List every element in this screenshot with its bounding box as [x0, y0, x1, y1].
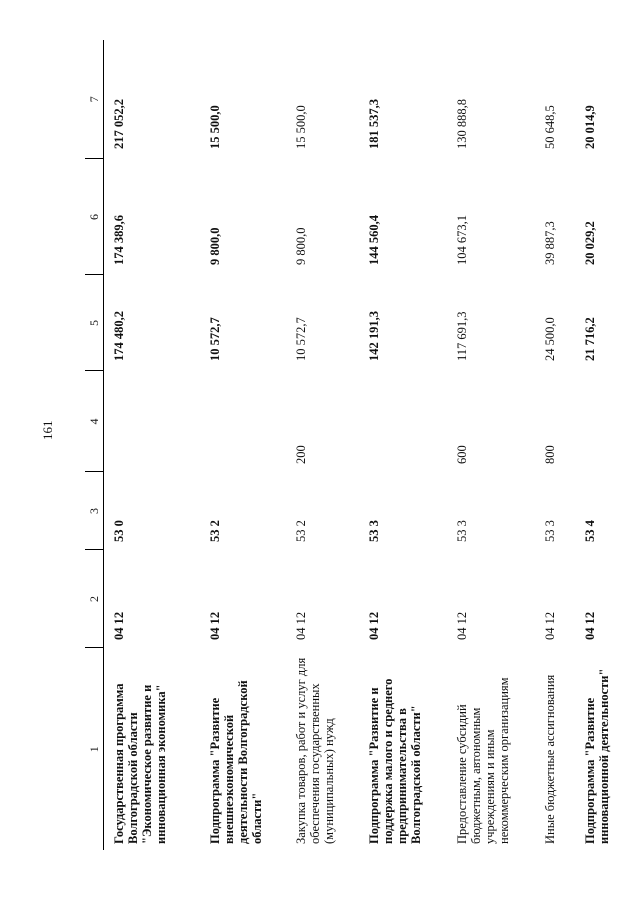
value-col7: 15 500,0 [294, 105, 308, 149]
target-code: 53 2 [294, 520, 308, 542]
target-code: 53 2 [208, 520, 222, 542]
column-header: 7 [85, 40, 104, 159]
target-code: 53 3 [367, 520, 381, 542]
row-name: Государственная программа Волгоградской области "Экономическое развитие и инновационная экономика" [112, 683, 168, 844]
section-code: 04 12 [583, 611, 597, 640]
table-row [535, 40, 575, 850]
column-header: 6 [85, 159, 104, 275]
expense-kind: 600 [455, 445, 469, 464]
expense-kind [359, 371, 447, 472]
expense-kind [200, 371, 286, 472]
row-name: Иные бюджетные ассигнования [543, 674, 557, 844]
column-header: 1 [85, 648, 104, 850]
column-header: 2 [85, 550, 104, 648]
value-col7: 181 537,3 [367, 99, 381, 149]
value-col5: 24 500,0 [543, 317, 557, 361]
table-row [359, 40, 447, 850]
section-code: 04 12 [455, 611, 469, 640]
row-name: Подпрограмма "Развитие и поддержка малого и среднего предпринимательства в Волгоградской области" [367, 678, 423, 844]
target-code: 53 4 [583, 520, 597, 542]
target-code: 53 3 [543, 520, 557, 542]
value-col5: 117 691,3 [455, 311, 469, 361]
target-code: 53 0 [112, 520, 126, 542]
value-col6: 20 029,2 [583, 221, 597, 265]
expense-kind [575, 371, 623, 472]
page-number: 161 [40, 420, 55, 440]
expense-kind: 800 [543, 445, 557, 464]
expense-kind: 200 [294, 445, 308, 464]
column-header: 4 [85, 371, 104, 472]
table-row [575, 40, 623, 850]
value-col7: 130 888,8 [455, 99, 469, 149]
row-name: Подпрограмма "Развитие инновационной деятельности" [583, 668, 611, 844]
budget-table [85, 40, 623, 850]
value-col6: 9 800,0 [294, 227, 308, 265]
section-code: 04 12 [112, 611, 126, 640]
target-code: 53 3 [455, 520, 469, 542]
column-header: 5 [85, 275, 104, 371]
value-col7: 217 052,2 [112, 99, 126, 149]
expense-kind [104, 371, 201, 472]
row-name: Подпрограмма "Развитие внешнеэкономической деятельности Волгоградской области" [208, 680, 264, 844]
header-row [85, 40, 104, 850]
value-col6: 174 389,6 [112, 215, 126, 265]
value-col6: 9 800,0 [208, 227, 222, 265]
table-row [447, 40, 535, 850]
value-col5: 21 716,2 [583, 317, 597, 361]
value-col5: 174 480,2 [112, 311, 126, 361]
section-code: 04 12 [294, 611, 308, 640]
row-name: Предоставление субсидий бюджетным, автономным учреждениям и иным некоммерческим организациям [455, 677, 511, 844]
value-col7: 20 014,9 [583, 105, 597, 149]
table-row [104, 40, 201, 850]
column-header: 3 [85, 472, 104, 550]
table-row [200, 40, 286, 850]
value-col5: 142 191,3 [367, 311, 381, 361]
section-code: 04 12 [367, 611, 381, 640]
value-col7: 50 648,5 [543, 105, 557, 149]
value-col6: 104 673,1 [455, 215, 469, 265]
value-col7: 15 500,0 [208, 105, 222, 149]
value-col5: 10 572,7 [208, 317, 222, 361]
value-col6: 144 560,4 [367, 215, 381, 265]
table-row [286, 40, 359, 850]
value-col6: 39 887,3 [543, 221, 557, 265]
row-name: Закупка товаров, работ и услуг для обеспечения государственных (муниципальных) нужд [294, 657, 336, 844]
value-col5: 10 572,7 [294, 317, 308, 361]
section-code: 04 12 [208, 611, 222, 640]
section-code: 04 12 [543, 611, 557, 640]
